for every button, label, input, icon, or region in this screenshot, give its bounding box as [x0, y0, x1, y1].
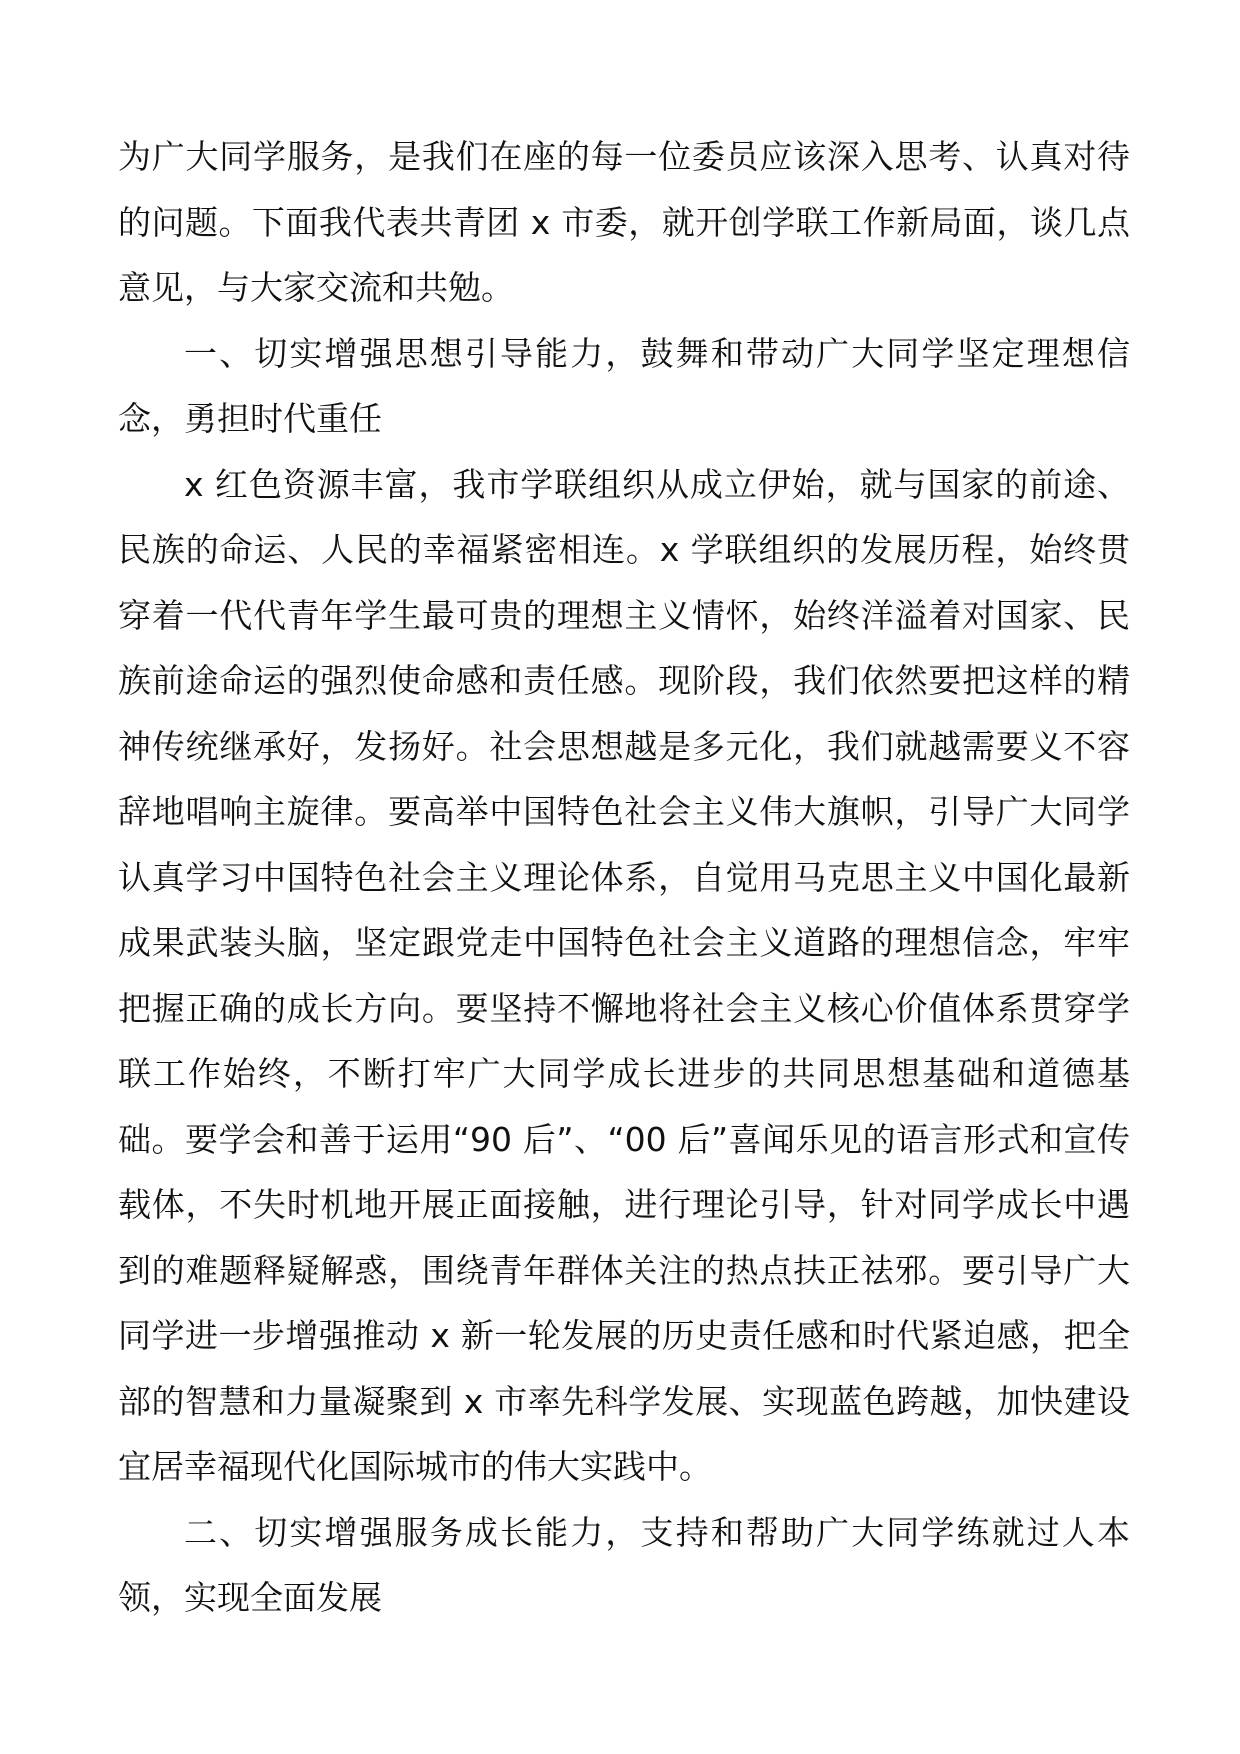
paragraph-intro: 为广大同学服务，是我们在座的每一位委员应该深入思考、认真对待的问题。下面我代表共青团 x 市委，就开创学联工作新局面，谈几点意见，与大家交流和共勉。: [118, 137, 1130, 307]
paragraph-section-1-body: x 红色资源丰富，我市学联组织从成立伊始，就与国家的前途、民族的命运、人民的幸福紧密相连。x 学联组织的发展历程，始终贯穿着一代代青年学生最可贵的理想主义情怀，始终洋溢着对国家、民族前途命运的强烈使命感和责任感。现阶段，我们依然要把这样的精神传统继承好，发扬好。社会思想越是多元化，我们就越需要义不容辞地唱响主旋律。要高举中国特色社会主义伟大旗帜，引导广大同学认真学习中国特色社会主义理论体系，自觉用马克思主义中国化最新成果武装头脑，坚定跟党走中国特色社会主义道路的理想信念，牢牢把握正确的成长方向。要坚持不懈地将社会主义核心价值体系贯穿学联工作始终，不断打牢广大同学成长进步的共同思想基础和道德基础。要学会和善于运用“90 后”、“00 后”喜闻乐见的语言形式和宣传载体，不失时机地开展正面接触，进行理论引导，针对同学成长中遇到的难题释疑解惑，围绕青年群体关注的热点扶正祛邪。要引导广大同学进一步增强推动 x 新一轮发展的历史责任感和时代紧迫感，把全部的智慧和力量凝聚到 x 市率先科学发展、实现蓝色跨越，加快建设宜居幸福现代化国际城市的伟大实践中。: [118, 464, 1130, 1486]
section-heading-1: 一、切实增强思想引导能力，鼓舞和带动广大同学坚定理想信念，勇担时代重任: [118, 333, 1130, 438]
section-heading-2: 二、切实增强服务成长能力，支持和帮助广大同学练就过人本领，实现全面发展: [118, 1512, 1130, 1617]
document-body: [118, 124, 1130, 1631]
